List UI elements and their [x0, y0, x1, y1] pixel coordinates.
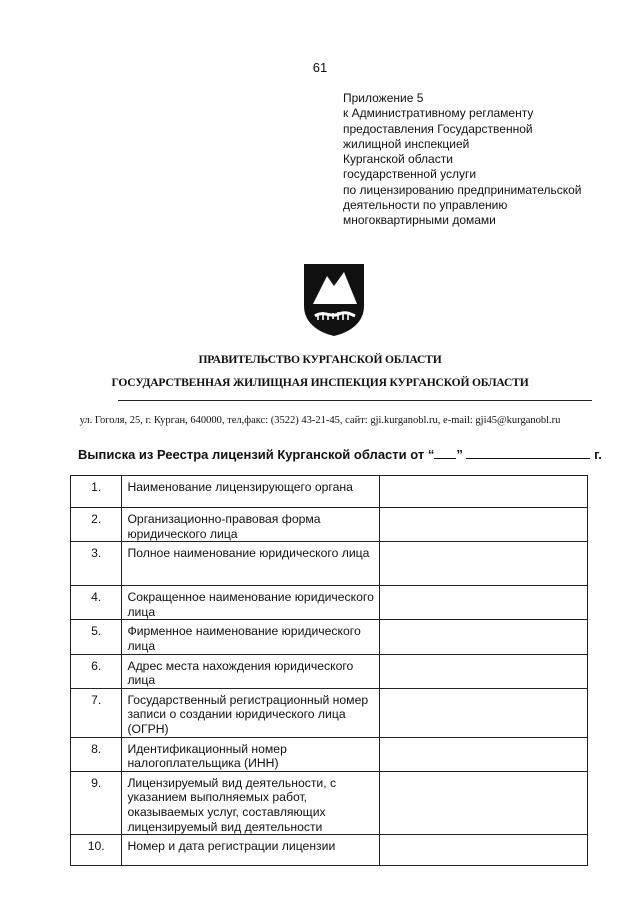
row-number: 4.	[71, 586, 122, 620]
row-field-name: Наименование лицензирующего органа	[122, 476, 380, 508]
row-value-cell	[380, 508, 588, 542]
table-row	[71, 835, 588, 866]
row-value-cell	[380, 542, 588, 586]
appendix-line: предоставления Государственной	[343, 121, 533, 136]
license-register-table	[70, 475, 588, 866]
row-field-name: Номер и дата регистрации лицензии	[122, 835, 380, 866]
appendix-line: Приложение 5	[343, 91, 424, 105]
table-row	[71, 688, 588, 737]
row-number: 6.	[71, 654, 122, 688]
extract-title-quote: ”	[456, 447, 463, 462]
appendix-line: деятельности по управлению	[343, 198, 508, 213]
org-address: ул. Гоголя, 25, г. Курган, 640000, тел,факс: (3522) 43-21-45, сайт: gji.kurganobl.ru, e-mail: gji45@kurganobl.ru	[79, 415, 561, 426]
kurgan-coat-of-arms-icon	[301, 262, 367, 338]
row-value-cell	[380, 835, 588, 866]
appendix-line: государственной услуги	[343, 167, 477, 182]
row-value-cell	[380, 654, 588, 688]
appendix-line: Курганской области	[343, 152, 453, 167]
appendix-line: жилищной инспекцией	[343, 136, 470, 151]
row-value-cell	[380, 476, 588, 508]
header-divider	[118, 400, 592, 401]
row-field-name: Лицензируемый вид деятельности, с указанием выполняемых работ, оказываемых услуг, составляющих лицензируемый вид деятельности	[122, 771, 380, 834]
appendix-line: к Административному регламенту	[343, 106, 534, 121]
row-field-name: Полное наименование юридического лица	[122, 542, 380, 586]
row-number: 1.	[71, 476, 122, 508]
row-number: 7.	[71, 688, 122, 737]
row-number: 10.	[71, 835, 122, 866]
extract-title-suffix: г.	[594, 447, 602, 462]
appendix-block	[343, 91, 628, 229]
month-year-blank	[466, 446, 590, 459]
org-title-inspection: ГОСУДАРСТВЕННАЯ ЖИЛИЩНАЯ ИНСПЕКЦИЯ КУРГАНСКОЙ ОБЛАСТИ	[111, 376, 529, 389]
table-row	[71, 771, 588, 834]
table-row	[71, 542, 588, 586]
row-number: 3.	[71, 542, 122, 586]
table-row	[71, 476, 588, 508]
row-number: 8.	[71, 737, 122, 771]
day-blank	[434, 446, 456, 459]
row-field-name: Адрес места нахождения юридического лица	[122, 654, 380, 688]
row-field-name: Идентификационный номер налогоплательщика (ИНН)	[122, 737, 380, 771]
appendix-line: по лицензированию предпринимательской	[343, 182, 582, 197]
row-value-cell	[380, 688, 588, 737]
org-title-government: ПРАВИТЕЛЬСТВО КУРГАНСКОЙ ОБЛАСТИ	[198, 353, 442, 366]
appendix-line: многоквартирными домами	[343, 213, 496, 228]
table-row	[71, 586, 588, 620]
table-row	[71, 620, 588, 654]
extract-title-prefix: Выписка из Реестра лицензий Курганской области от “	[78, 447, 435, 462]
table-row	[71, 737, 588, 771]
row-value-cell	[380, 586, 588, 620]
row-value-cell	[380, 620, 588, 654]
row-field-name: Государственный регистрационный номер записи о создании юридического лица (ОГРН)	[122, 688, 380, 737]
row-number: 9.	[71, 771, 122, 834]
row-number: 2.	[71, 508, 122, 542]
table-row	[71, 508, 588, 542]
table-row	[71, 654, 588, 688]
row-field-name: Организационно-правовая форма юридического лица	[122, 508, 380, 542]
page-number: 61	[312, 60, 328, 75]
row-value-cell	[380, 771, 588, 834]
row-number: 5.	[71, 620, 122, 654]
extract-title	[78, 446, 602, 462]
row-field-name: Фирменное наименование юридического лица	[122, 620, 380, 654]
row-value-cell	[380, 737, 588, 771]
row-field-name: Сокращенное наименование юридического лица	[122, 586, 380, 620]
